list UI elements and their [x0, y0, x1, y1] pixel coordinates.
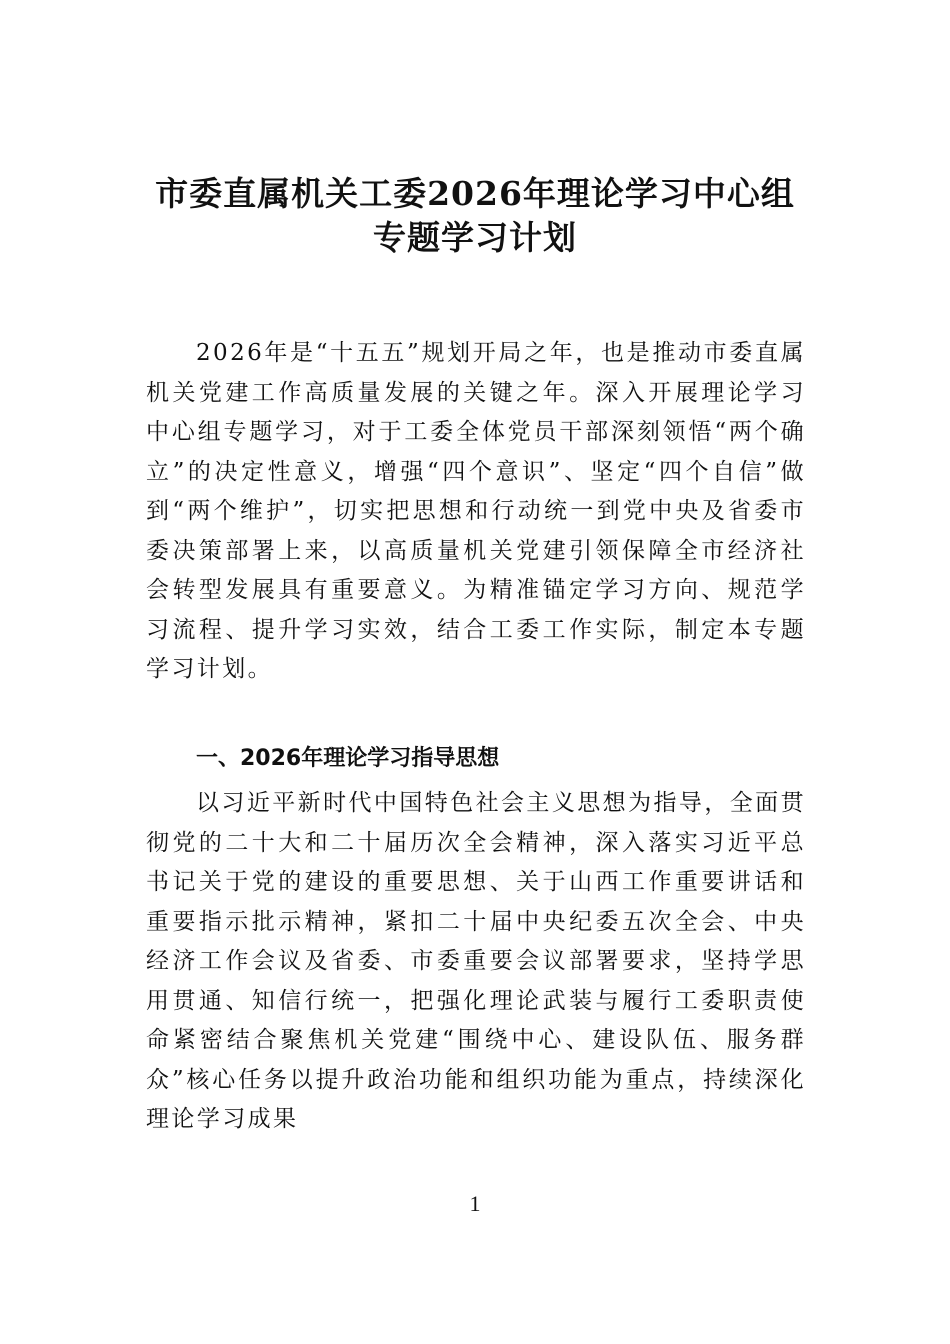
section-1-paragraph: 以习近平新时代中国特色社会主义思想为指导，全面贯彻党的二十大和二十届历次全会精神，深入落实习近平总书记关于党的建设的重要思想、关于山西工作重要讲话和重要指示批示精神，紧扣二十届中央纪委五次全会、中央经济工作会议及省委、市委重要会议部署要求，坚持学思用贯通、知信行统一，把强化理论武装与履行工委职责使命紧密结合聚焦机关党建“围绕中心、建设队伍、服务群众”核心任务以提升政治功能和组织功能为重点，持续深化理论学习成果	[146, 790, 806, 1132]
section-1-heading: 一、2026年理论学习指导思想	[196, 746, 500, 771]
document-title-line-1: 市委直属机关工委2026年理论学习中心组	[155, 174, 795, 213]
intro-paragraph: 2026年是“十五五”规划开局之年，也是推动市委直属机关党建工作高质量发展的关键之年。深入开展理论学习中心组专题学习，对于工委全体党员干部深刻领悟“两个确立”的决定性意义，增强“四个意识”、坚定“四个自信”做到“两个维护”，切实把思想和行动统一到党中央及省委市委决策部署上来，以高质量机关党建引领保障全市经济社会转型发展具有重要意义。为精准锚定学习方向、规范学习流程、提升学习实效，结合工委工作实际，制定本专题学习计划。	[146, 340, 806, 682]
document-title-line-2: 专题学习计划	[373, 218, 577, 257]
page-number: 1	[469, 1191, 481, 1216]
